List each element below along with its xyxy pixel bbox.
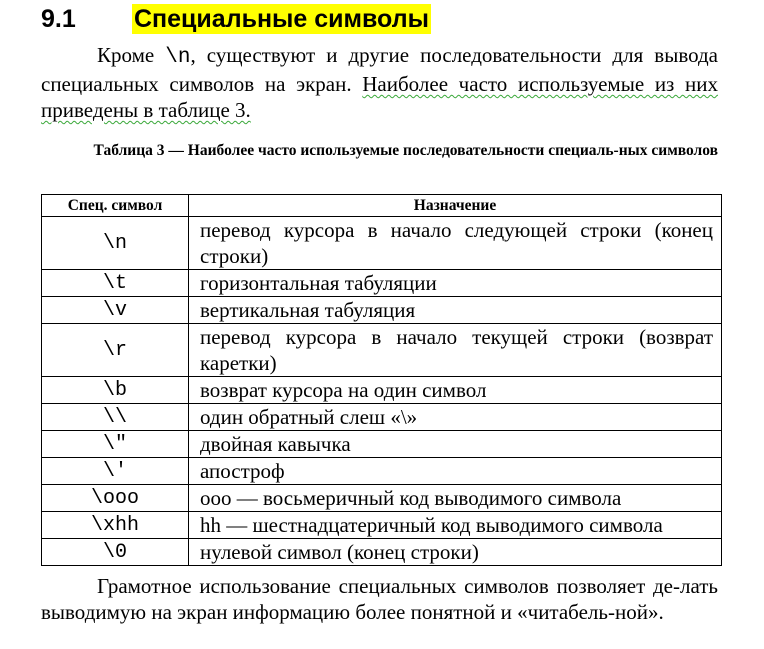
row-symbol: \v: [42, 297, 189, 324]
row-purpose: перевод курсора в начало следующей строки (конец строки): [189, 217, 722, 270]
row-purpose: апостроф: [189, 458, 722, 485]
row-purpose: ooo — восьмеричный код выводимого символа: [189, 485, 722, 512]
row-purpose: вертикальная табуляция: [189, 297, 722, 324]
row-purpose: нулевой символ (конец строки): [189, 539, 722, 566]
row-symbol: \r: [42, 324, 189, 377]
row-purpose: перевод курсора в начало текущей строки (возврат каретки): [189, 324, 722, 377]
section-number: 9.1: [41, 5, 76, 33]
row-symbol: \ooo: [42, 485, 189, 512]
table-row: [42, 431, 722, 458]
header-purpose: Назначение: [189, 195, 722, 217]
table-header-row: [42, 195, 722, 217]
outro-paragraph: [41, 573, 718, 625]
intro-text-middle: , существуют и другие последовательности для вывода специальных символов на экран.: [41, 43, 718, 96]
row-symbol: \": [42, 431, 189, 458]
row-purpose: двойная кавычка: [189, 431, 722, 458]
row-purpose: горизонтальная табуляции: [189, 270, 722, 297]
table-row: [42, 404, 722, 431]
table-row: [42, 377, 722, 404]
header-symbol: Спец. символ: [42, 195, 189, 217]
row-symbol: \0: [42, 539, 189, 566]
table-row: [42, 539, 722, 566]
table-row: [42, 324, 722, 377]
table-row: [42, 217, 722, 270]
table-row: [42, 485, 722, 512]
table-row: [42, 512, 722, 539]
table-row: [42, 458, 722, 485]
row-purpose: возврат курсора на один символ: [189, 377, 722, 404]
row-symbol: \xhh: [42, 512, 189, 539]
row-symbol: \t: [42, 270, 189, 297]
special-characters-table: [41, 194, 722, 566]
intro-code: \n: [165, 46, 191, 69]
table-row: [42, 270, 722, 297]
table-caption: Таблица 3 — Наиболее часто используемые последовательности специаль-ных символов: [93, 142, 718, 159]
row-symbol: \\: [42, 404, 189, 431]
intro-text-start: Кроме: [97, 43, 166, 67]
section-title: Специальные символы: [134, 5, 429, 33]
intro-paragraph: [41, 42, 718, 123]
row-purpose: один обратный слеш «\»: [189, 404, 722, 431]
row-symbol: \b: [42, 377, 189, 404]
row-purpose: hh — шестнадцатеричный код выводимого символа: [189, 512, 722, 539]
row-symbol: \n: [42, 217, 189, 270]
table-row: [42, 297, 722, 324]
row-symbol: \′: [42, 458, 189, 485]
outro-text: Грамотное использование специальных символов позволяет де-лать выводимую на экран информацию более понятной и «читабель-ной».: [41, 574, 718, 624]
intro-text-underlined: Наиболее часто используемые из них приведены в таблице 3.: [41, 72, 718, 122]
